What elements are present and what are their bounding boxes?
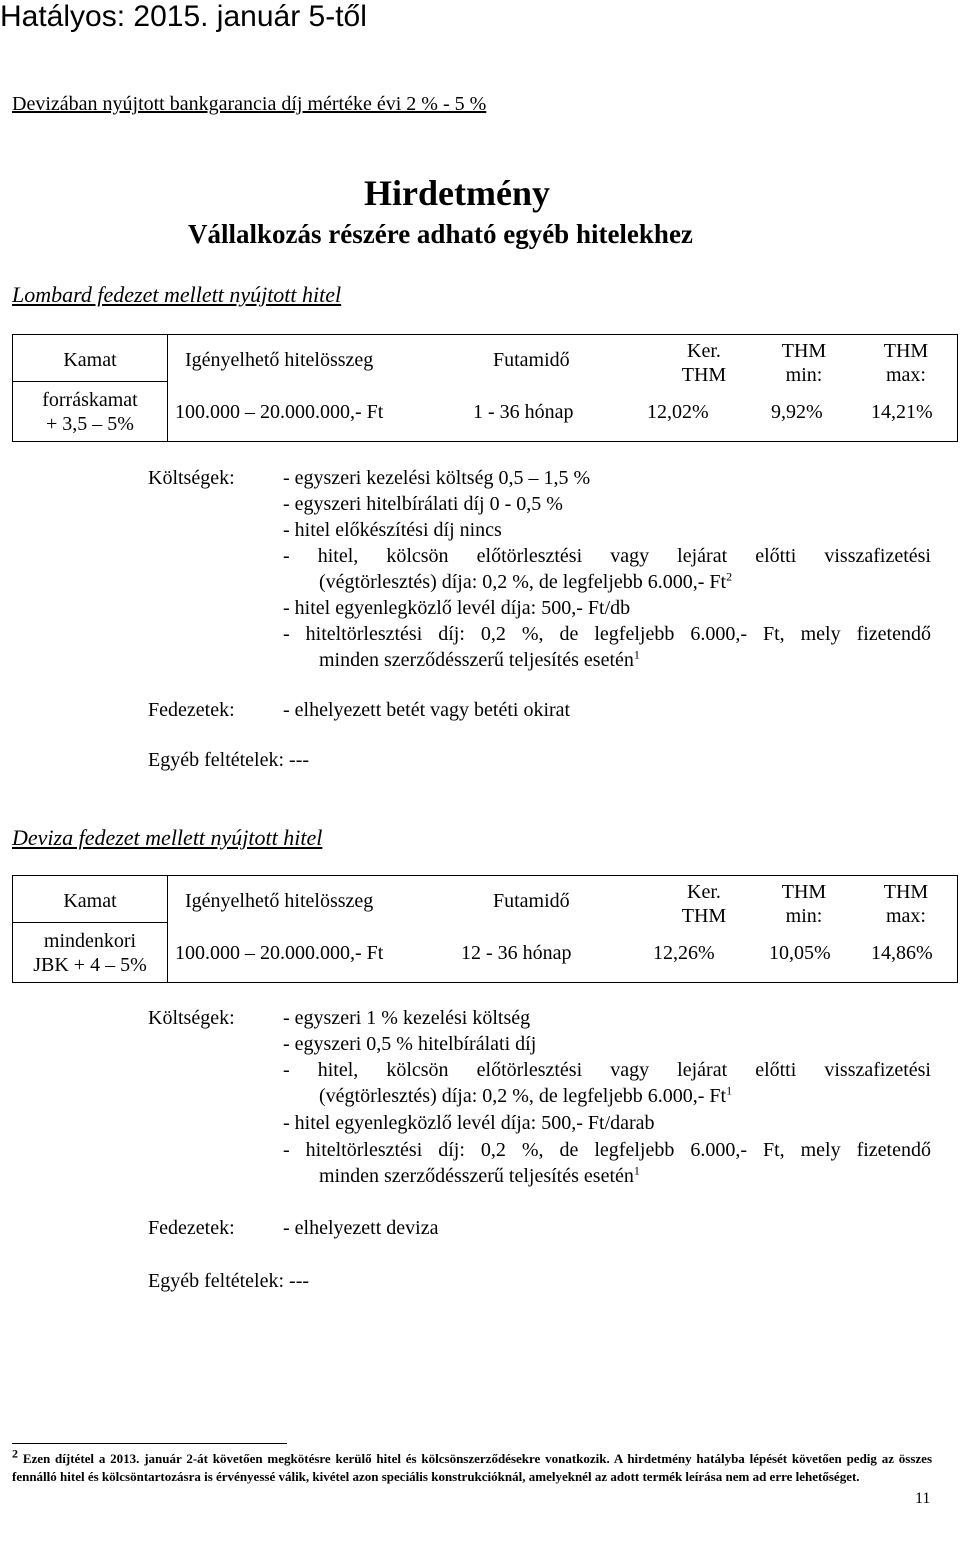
amount-value: 100.000 – 20.000.000,- Ft xyxy=(175,401,384,423)
deviza-table xyxy=(12,875,958,983)
prepay-line2: (végtörlesztés) díja: 0,2 %, de legfeljebb 6.000,- Ft$^2$ xyxy=(319,569,733,593)
deviza-costs-label: Költségek: xyxy=(148,1007,235,1029)
footnote-ref: 1 xyxy=(726,1083,733,1098)
ker-thm-value: 12,02% xyxy=(647,401,709,423)
footnote-ref: 2 xyxy=(726,569,733,584)
col-ker-thm: Ker. THM xyxy=(681,340,727,386)
page-title: Hirdetmény xyxy=(364,173,550,213)
balance-letter-fee: - hitel egyenlegközlő levél díja: 500,- Ft/db xyxy=(283,597,631,619)
deviza-collateral-label: Fedezetek: xyxy=(148,1217,235,1239)
footnote-mark: 2 xyxy=(12,1446,18,1461)
deviza-collateral: - elhelyezett deviza xyxy=(283,1217,439,1239)
col-thm-min: THM min: xyxy=(781,340,827,386)
term-value: 12 - 36 hónap xyxy=(461,942,572,964)
bank-guarantee-note: Devizában nyújtott bankgarancia díj mértéke évi 2 % - 5 % xyxy=(12,93,487,115)
col-thm-max: THM max: xyxy=(883,340,929,386)
thm-max-value: 14,21% xyxy=(871,401,933,423)
col-thm-max: THM max: xyxy=(883,881,929,927)
cost-item: - hitel előkészítési díj nincs xyxy=(283,519,502,541)
repay-line2: minden szerződésszerű teljesítés esetén$^1$ xyxy=(319,647,640,671)
cost-item: - egyszeri kezelési költség 0,5 – 1,5 % xyxy=(283,467,591,489)
col-kamat: Kamat xyxy=(63,349,117,371)
lombard-heading: Lombard fedezet mellett nyújtott hitel xyxy=(12,282,342,307)
thm-min-value: 9,92% xyxy=(771,401,823,423)
effective-date: Hatályos: 2015. január 5-től xyxy=(0,0,367,33)
lombard-other-conditions: Egyéb feltételek: --- xyxy=(148,749,310,771)
deviza-other-conditions: Egyéb feltételek: --- xyxy=(148,1270,310,1292)
term-value: 1 - 36 hónap xyxy=(473,401,574,423)
repay-line2: minden szerződésszerű teljesítés esetén$^1$ xyxy=(319,1163,640,1187)
prepay-line2: (végtörlesztés) díja: 0,2 %, de legfeljebb 6.000,- Ft$^1$ xyxy=(319,1083,733,1107)
lombard-collateral: - elhelyezett betét vagy betéti okirat xyxy=(283,699,571,721)
footnote-divider xyxy=(12,1443,287,1444)
lombard-table xyxy=(12,334,958,442)
deviza-heading: Deviza fedezet mellett nyújtott hitel xyxy=(12,825,323,850)
prepay-line1: - hitel, kölcsön előtörlesztési vagy lejárat előtti visszafizetési xyxy=(283,545,931,567)
kamat-value-line1: mindenkori xyxy=(43,930,137,952)
col-thm-min: THM min: xyxy=(781,881,827,927)
footnote: $^2$ Ezen díjtétel a 2013. január 2-át követően megkötésre kerülő hitel és kölcsönszerződésekre vonatkozik. A hirdetmény hatályba lépését követően pedig az összes fennálló hitel és kölcsöntartozásra is érvényessé válik, kivétel azon speciális konstrukcióknál, amelyeknél az adott termék leírása nem ad erre lehetőséget. xyxy=(12,1446,933,1484)
repay-line1: - hiteltörlesztési díj: 0,2 %, de legfeljebb 6.000,- Ft, mely fizetendő xyxy=(283,623,931,645)
page-subtitle: Vállalkozás részére adható egyéb hitelekhez xyxy=(188,219,693,249)
col-term: Futamidő xyxy=(493,349,570,371)
cost-item: - egyszeri 1 % kezelési költség xyxy=(283,1007,531,1029)
kamat-value-line2: JBK + 4 – 5% xyxy=(33,954,147,976)
repay-line1: - hiteltörlesztési díj: 0,2 %, de legfeljebb 6.000,- Ft, mely fizetendő xyxy=(283,1139,931,1161)
thm-min-value: 10,05% xyxy=(769,942,831,964)
balance-letter-fee: - hitel egyenlegközlő levél díja: 500,- Ft/darab xyxy=(283,1112,655,1134)
col-term: Futamidő xyxy=(493,890,570,912)
lombard-costs-label: Költségek: xyxy=(148,467,235,489)
amount-value: 100.000 – 20.000.000,- Ft xyxy=(175,942,384,964)
kamat-value-line1: forráskamat xyxy=(42,389,138,411)
ker-thm-value: 12,26% xyxy=(653,942,715,964)
footnote-ref: 1 xyxy=(633,647,640,662)
col-ker-thm: Ker. THM xyxy=(681,881,727,927)
lombard-collateral-label: Fedezetek: xyxy=(148,699,235,721)
page-number: 11 xyxy=(915,1490,931,1507)
kamat-value-line2: + 3,5 – 5% xyxy=(46,413,134,435)
col-kamat: Kamat xyxy=(63,890,117,912)
col-amount: Igényelhető hitelösszeg xyxy=(185,349,374,371)
col-amount: Igényelhető hitelösszeg xyxy=(185,890,374,912)
thm-max-value: 14,86% xyxy=(871,942,933,964)
cost-item: - egyszeri hitelbírálati díj 0 - 0,5 % xyxy=(283,493,563,515)
cost-item: - egyszeri 0,5 % hitelbírálati díj xyxy=(283,1033,537,1055)
prepay-line1: - hitel, kölcsön előtörlesztési vagy lejárat előtti visszafizetési xyxy=(283,1059,931,1081)
footnote-ref: 1 xyxy=(633,1163,640,1178)
